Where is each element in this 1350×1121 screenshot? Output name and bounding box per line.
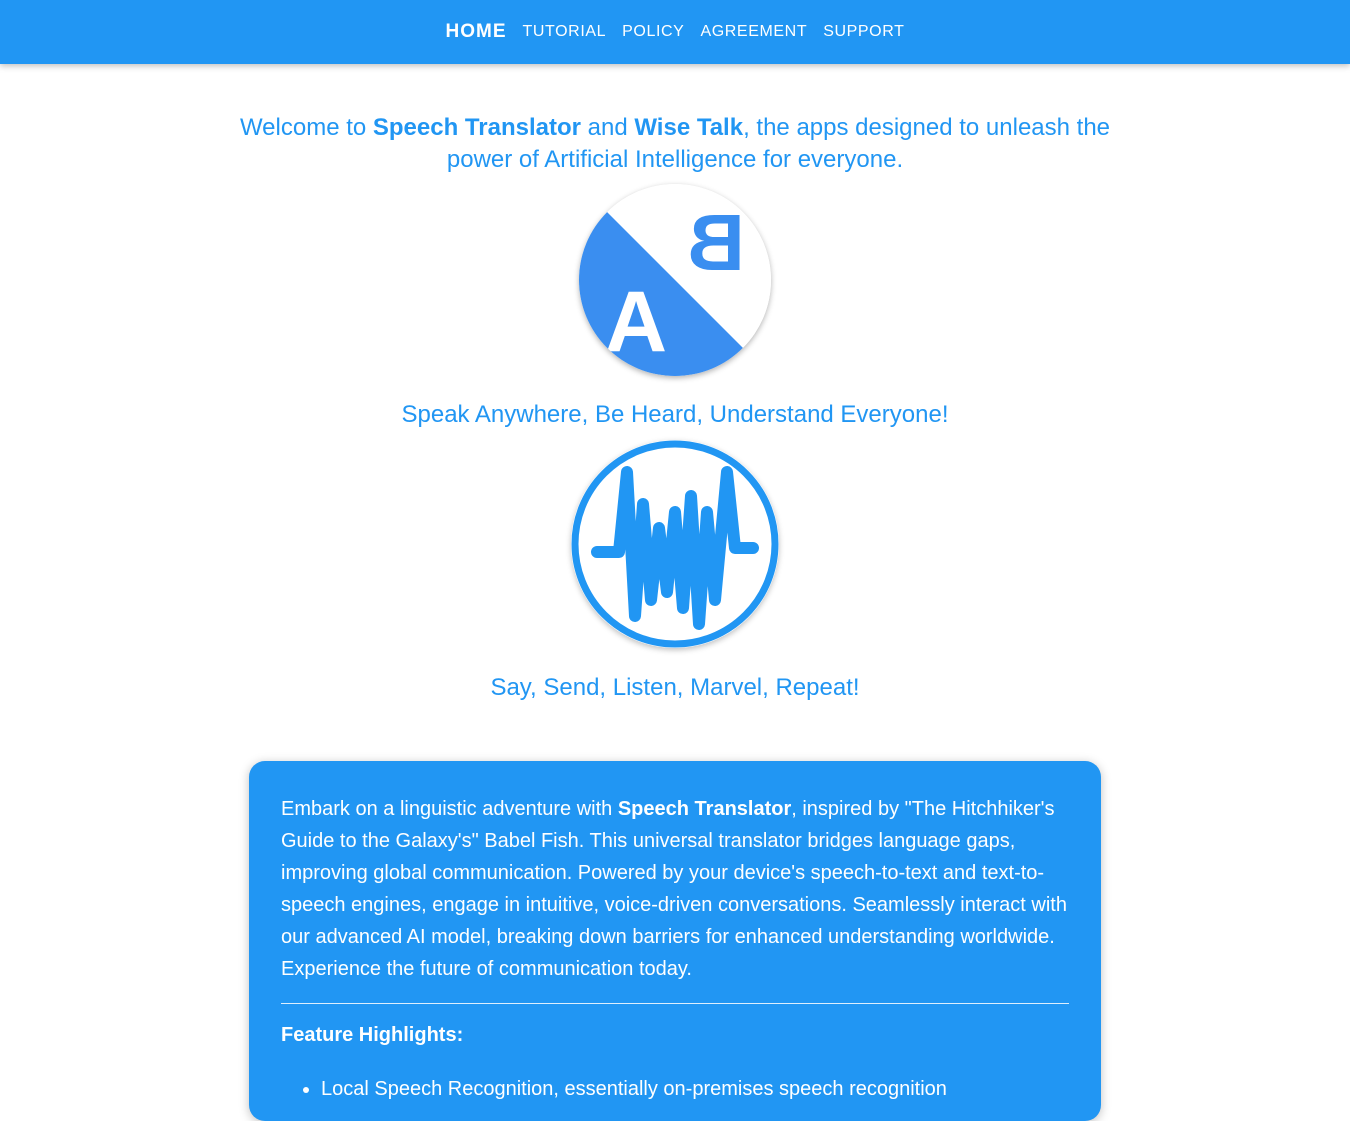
description-app-name: Speech Translator bbox=[617, 798, 792, 820]
description-text bbox=[281, 793, 1071, 985]
intro-prefix: Welcome to bbox=[239, 114, 373, 141]
card-divider bbox=[281, 1003, 1069, 1004]
description-prefix: Embark on a linguistic adventure with bbox=[281, 798, 618, 820]
speech-translator-tagline: Speak Anywhere, Be Heard, Understand Everyone! bbox=[401, 401, 949, 428]
nav-tutorial-link[interactable]: TUTORIAL bbox=[522, 23, 607, 40]
welcome-intro bbox=[225, 112, 1125, 176]
nav-policy-link[interactable]: POLICY bbox=[622, 23, 685, 40]
intro-suffix: , the apps designed to unleash the power of Artificial Intelligence for everyone. bbox=[446, 114, 1111, 173]
feature-highlights-heading: Feature Highlights: bbox=[281, 1024, 464, 1046]
nav-home-link[interactable]: HOME bbox=[445, 21, 507, 42]
top-navbar bbox=[0, 0, 1350, 64]
description-suffix: , inspired by "The Hitchhiker's Guide to the Galaxy's" Babel Fish. This universal translator bridges language gaps, improving global communication. Powered by your device's speech-to-text and text-to-speech engines, engage in intuitive, voice-driven conversations. Seamlessly interact with our advanced AI model, breaking down barriers for enhanced understanding worldwide. Experience the future of communication today. bbox=[281, 798, 1067, 980]
feature-item: • Local Speech Recognition, essentially on-premises speech recognition bbox=[321, 1073, 1069, 1105]
waveform-logo-icon bbox=[571, 440, 779, 648]
intro-app-speech-translator: Speech Translator bbox=[372, 114, 581, 141]
feature-list bbox=[321, 1073, 1069, 1105]
waveform-logo-svg bbox=[571, 440, 779, 648]
ab-translate-logo-svg bbox=[579, 184, 771, 376]
description-card bbox=[249, 761, 1101, 1121]
nav-agreement-link[interactable]: AGREEMENT bbox=[700, 23, 808, 40]
ab-translate-logo-icon bbox=[579, 184, 771, 376]
logo-letter-b: B bbox=[687, 198, 745, 287]
logo-letter-a: A bbox=[604, 274, 668, 370]
wise-talk-tagline: Say, Send, Listen, Marvel, Repeat! bbox=[490, 674, 860, 701]
nav-support-link[interactable]: SUPPORT bbox=[823, 23, 905, 40]
intro-and: and bbox=[580, 114, 635, 141]
intro-app-wise-talk: Wise Talk bbox=[634, 114, 744, 141]
